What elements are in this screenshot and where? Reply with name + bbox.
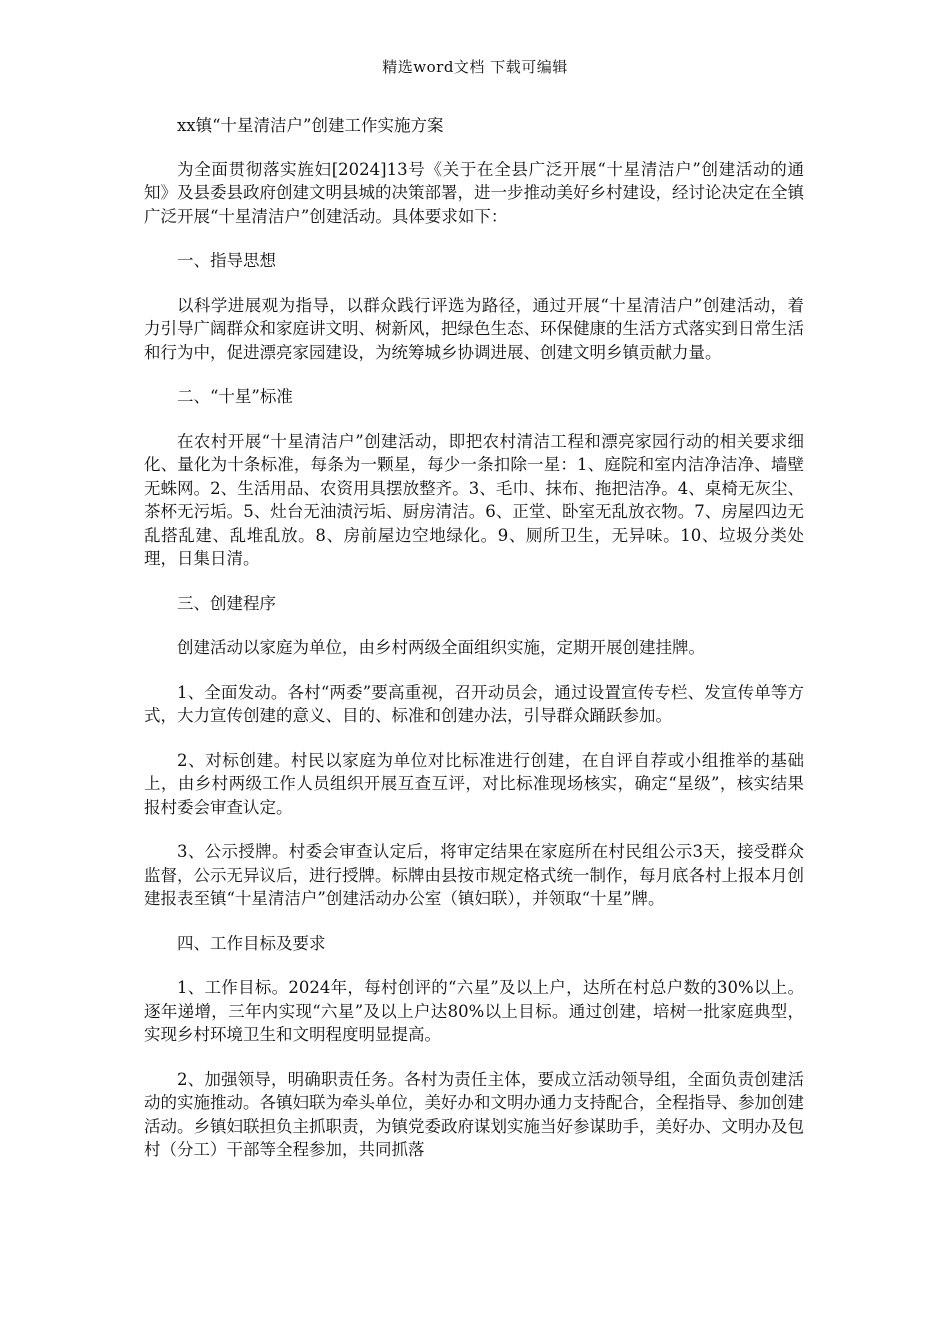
paragraph-procedure-intro: 创建活动以家庭为单位，由乡村两级全面组织实施，定期开展创建挂牌。 <box>177 638 705 657</box>
page-header: 精选word文档 下载可编辑 <box>382 58 568 76</box>
section-heading-1: 一、指导思想 <box>177 251 276 270</box>
section-heading-4: 四、工作目标及要求 <box>177 933 326 953</box>
section-heading-3: 三、创建程序 <box>177 593 276 613</box>
paragraph-guiding-thought: 以科学进展观为指导，以群众践行评选为路径，通过开展“十星清洁户”创建活动，着力引导广阔群众和家庭讲文明、树新风，把绿色生态、环保健康的生活方式落实到日常生活和行为中，促进漂亮家园建设，为统筹城乡协调进展、创建文明乡镇贡献力量。 <box>144 295 804 362</box>
paragraph-ten-star-standard: 在农村开展“十星清洁户”创建活动，即把农村清洁工程和漂亮家园行动的相关要求细化、量化为十条标准，每条为一颗星，每少一条扣除一星：1、庭院和室内洁净洁净、墙壁无蛛网。2、生活用品、农资用具摆放整齐。3、毛巾、抹布、拖把洁净。4、桌椅无灰尘、茶杯无污垢。5、灶台无油渍污垢、厨房清洁。6、正堂、卧室无乱放衣物。7、房屋四边无乱搭乱建、乱堆乱放。8、房前屋边空地绿化。9、厕所卫生，无异味。10、垃圾分类处理，日集日清。 <box>144 431 804 568</box>
intro-paragraph: 为全面贯彻落实旌妇[2024]13号《关于在全县广泛开展“十星清洁户”创建活动的通知》及县委县政府创建文明县城的决策部署，进一步推动美好乡村建设，经讨论决定在全镇广泛开展“十星清洁户”创建活动。具体要求如下： <box>144 159 804 226</box>
paragraph-procedure-1: 1、全面发动。各村“两委”要高重视，召开动员会，通过设置宣传专栏、发宣传单等方式，大力宣传创建的意义、目的、标准和创建办法，引导群众踊跃参加。 <box>144 682 804 725</box>
document-title: xx镇“十星清洁户”创建工作实施方案 <box>177 116 444 135</box>
paragraph-goal-1: 1、工作目标。2024年，每村创评的“六星”及以上户，达所在村总户数的30%以上。逐年递增，三年内实现“六星”及以上户达80%以上目标。通过创建，培树一批家庭典型，实现乡村环境卫生和文明程度明显提高。 <box>144 978 804 1044</box>
paragraph-procedure-3: 3、公示授牌。村委会审查认定后，将审定结果在家庭所在村民组公示3天，接受群众监督，公示无异议后，进行授牌。标牌由县按市规定格式统一制作，每月底各村上报本月创建报表至镇“十星清洁户”创建活动办公室（镇妇联），并领取“十星”牌。 <box>144 842 804 908</box>
section-heading-2: 二、“十星”标准 <box>177 387 293 406</box>
paragraph-goal-2: 2、加强领导，明确职责任务。各村为责任主体，要成立活动领导组，全面负责创建活动的实施推动。各镇妇联为牵头单位，美好办和文明办通力支持配合，全程指导、参加创建活动。乡镇妇联担负主抓职责，为镇党委政府谋划实施当好参谋助手，美好办、文明办及包村（分工）干部等全程参加，共同抓落 <box>144 1069 804 1159</box>
paragraph-procedure-2: 2、对标创建。村民以家庭为单位对比标准进行创建，在自评自荐或小组推举的基础上，由乡村两级工作人员组织开展互查互评，对比标准现场核实，确定“星级”，核实结果报村委会审查认定。 <box>144 750 804 817</box>
document-body <box>144 114 804 1183</box>
